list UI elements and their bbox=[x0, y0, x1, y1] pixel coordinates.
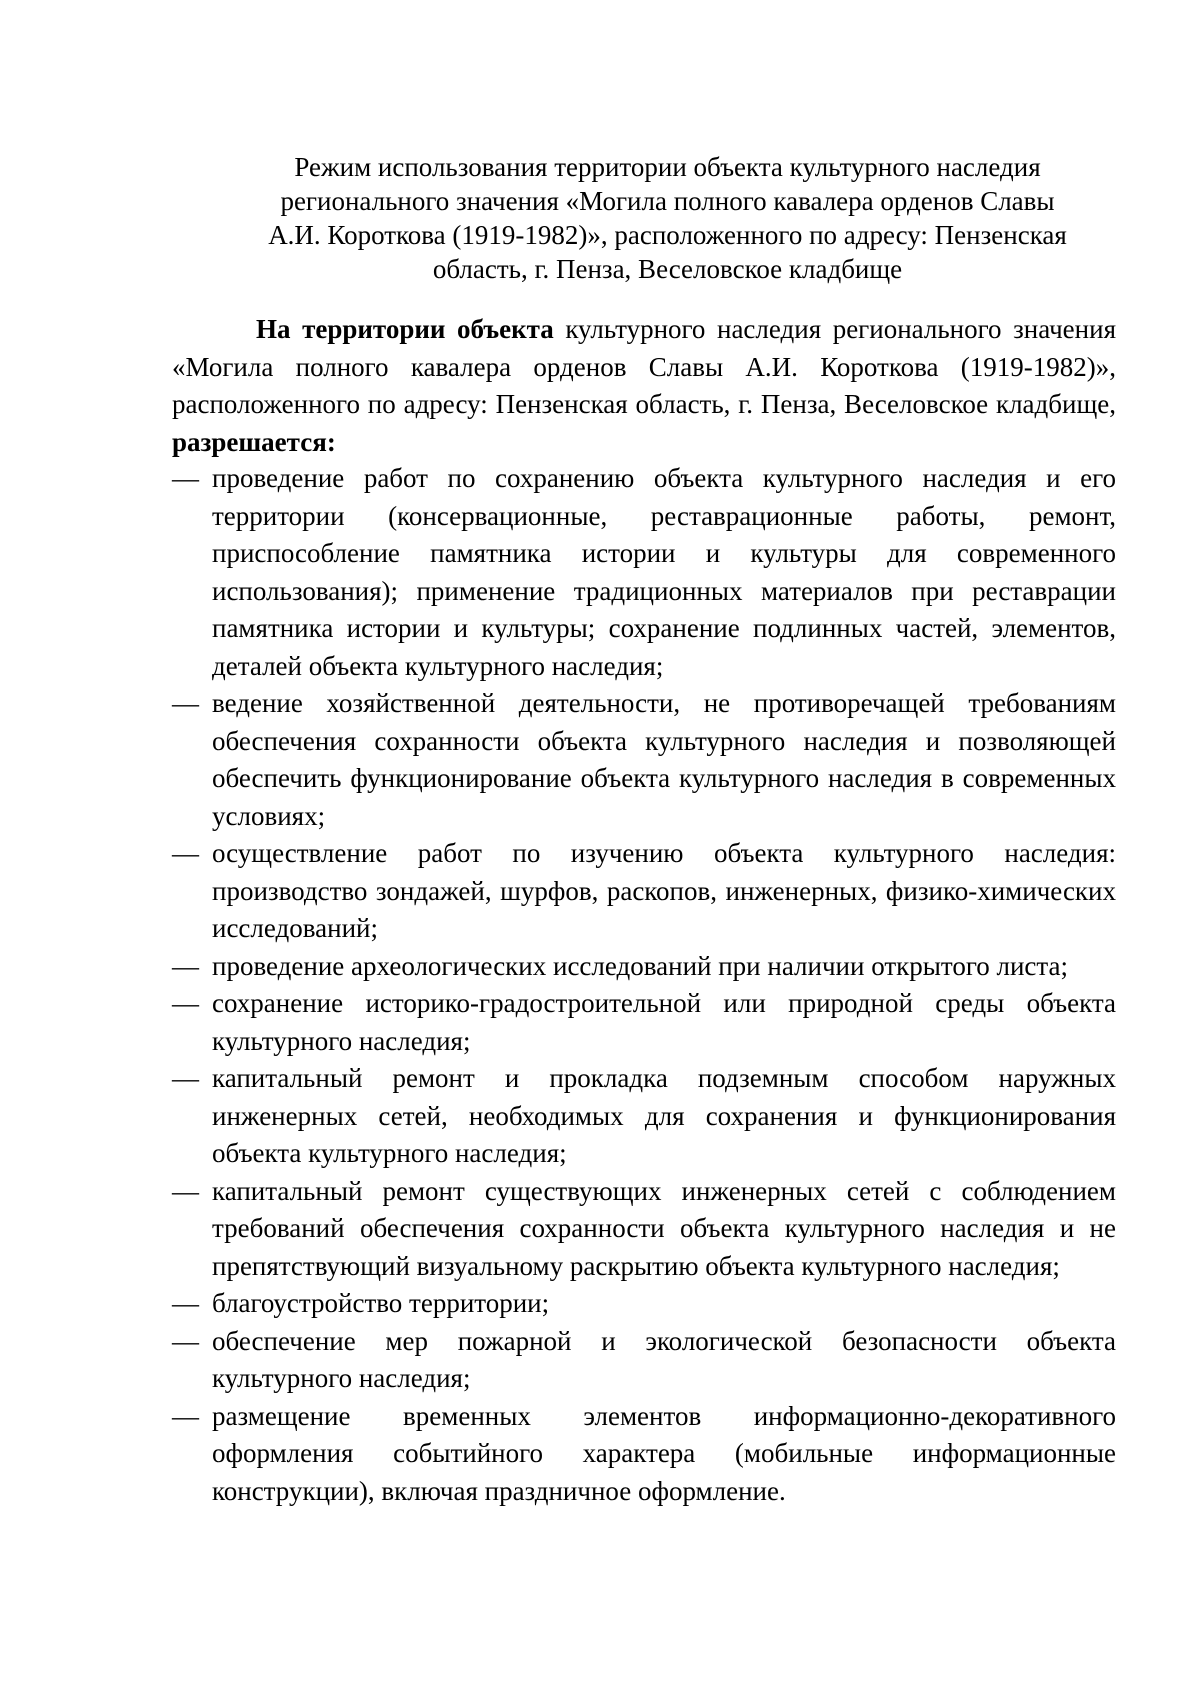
title-line: Режим использования территории объекта культурного наследия bbox=[294, 152, 1041, 182]
list-item bbox=[172, 1398, 1116, 1511]
list-item bbox=[172, 1173, 1116, 1286]
dash-bullet: — bbox=[172, 1325, 199, 1356]
dash-bullet: — bbox=[172, 1063, 199, 1093]
list-item bbox=[172, 460, 1116, 685]
list-item-text: ведение хозяйственной деятельности, не противоречащей требованиям обеспечения сохранности объекта культурного наследия и позволяющей обеспечить функционирование объекта культурного наследия в современных условиях; bbox=[212, 688, 1116, 831]
dash-bullet: — bbox=[172, 950, 199, 981]
title-line: область, г. Пенза, Веселовское кладбище bbox=[432, 254, 903, 284]
list-item bbox=[172, 1323, 1116, 1398]
intro-text: культурного наследия регионального значения «Могила полного кавалера орденов Славы А.И. Короткова (1919-1982)», расположенного по адресу: Пензенская область, г. Пенза, Веселовское кладбище, bbox=[172, 314, 1116, 419]
title-line: регионального значения «Могила полного кавалера орденов Славы bbox=[280, 186, 1055, 216]
list-item-text: благоустройство территории; bbox=[212, 1288, 550, 1318]
dash-bullet: — bbox=[172, 1400, 199, 1431]
list-item-text: капитальный ремонт существующих инженерных сетей с соблюдением требований обеспечения сохранности объекта культурного наследия и не препятствующий визуальному раскрытию объекта культурного наследия; bbox=[212, 1175, 1116, 1281]
dash-bullet: — bbox=[172, 1175, 199, 1206]
list-item bbox=[172, 835, 1116, 948]
list-item-text: сохранение историко-градостроительной или природной среды объекта культурного наследия; bbox=[212, 988, 1116, 1056]
list-item bbox=[172, 1060, 1116, 1173]
list-item-text: проведение работ по сохранению объекта культурного наследия и его территории (консервационные, реставрационные работы, ремонт, приспособление памятника истории и культуры для современного использования); применение традиционных материалов при реставрации памятника истории и культуры; сохранение подлинных частей, элементов, деталей объекта культурного наследия; bbox=[212, 463, 1116, 681]
dash-bullet: — bbox=[172, 988, 199, 1018]
list-item-text: обеспечение мер пожарной и экологической безопасности объекта культурного наследия; bbox=[212, 1325, 1116, 1393]
intro-paragraph bbox=[172, 311, 1116, 461]
intro-bold-start: На территории объекта bbox=[256, 314, 554, 344]
dash-bullet: — bbox=[172, 1288, 199, 1318]
title-line: А.И. Короткова (1919-1982)», расположенного по адресу: Пензенская bbox=[268, 220, 1067, 250]
list-item bbox=[172, 948, 1116, 986]
dash-bullet: — bbox=[172, 688, 199, 718]
list-item-text: проведение археологических исследований при наличии открытого листа; bbox=[212, 950, 1069, 981]
dash-bullet: — bbox=[172, 463, 199, 493]
list-item-text: размещение временных элементов информационно-декоративного оформления событийного характера (мобильные информационные конструкции), включая праздничное оформление. bbox=[212, 1400, 1116, 1506]
permitted-activities-list bbox=[172, 460, 1116, 1510]
document-title bbox=[220, 150, 1115, 286]
list-item-text: капитальный ремонт и прокладка подземным способом наружных инженерных сетей, необходимых для сохранения и функционирования объекта культурного наследия; bbox=[212, 1063, 1116, 1168]
list-item-text: осуществление работ по изучению объекта культурного наследия: производство зондажей, шурфов, раскопов, инженерных, физико-химических исследований; bbox=[212, 838, 1116, 943]
list-item bbox=[172, 985, 1116, 1060]
dash-bullet: — bbox=[172, 838, 199, 868]
list-item bbox=[172, 1285, 1116, 1323]
list-item bbox=[172, 685, 1116, 835]
intro-bold-end: разрешается: bbox=[172, 426, 336, 457]
